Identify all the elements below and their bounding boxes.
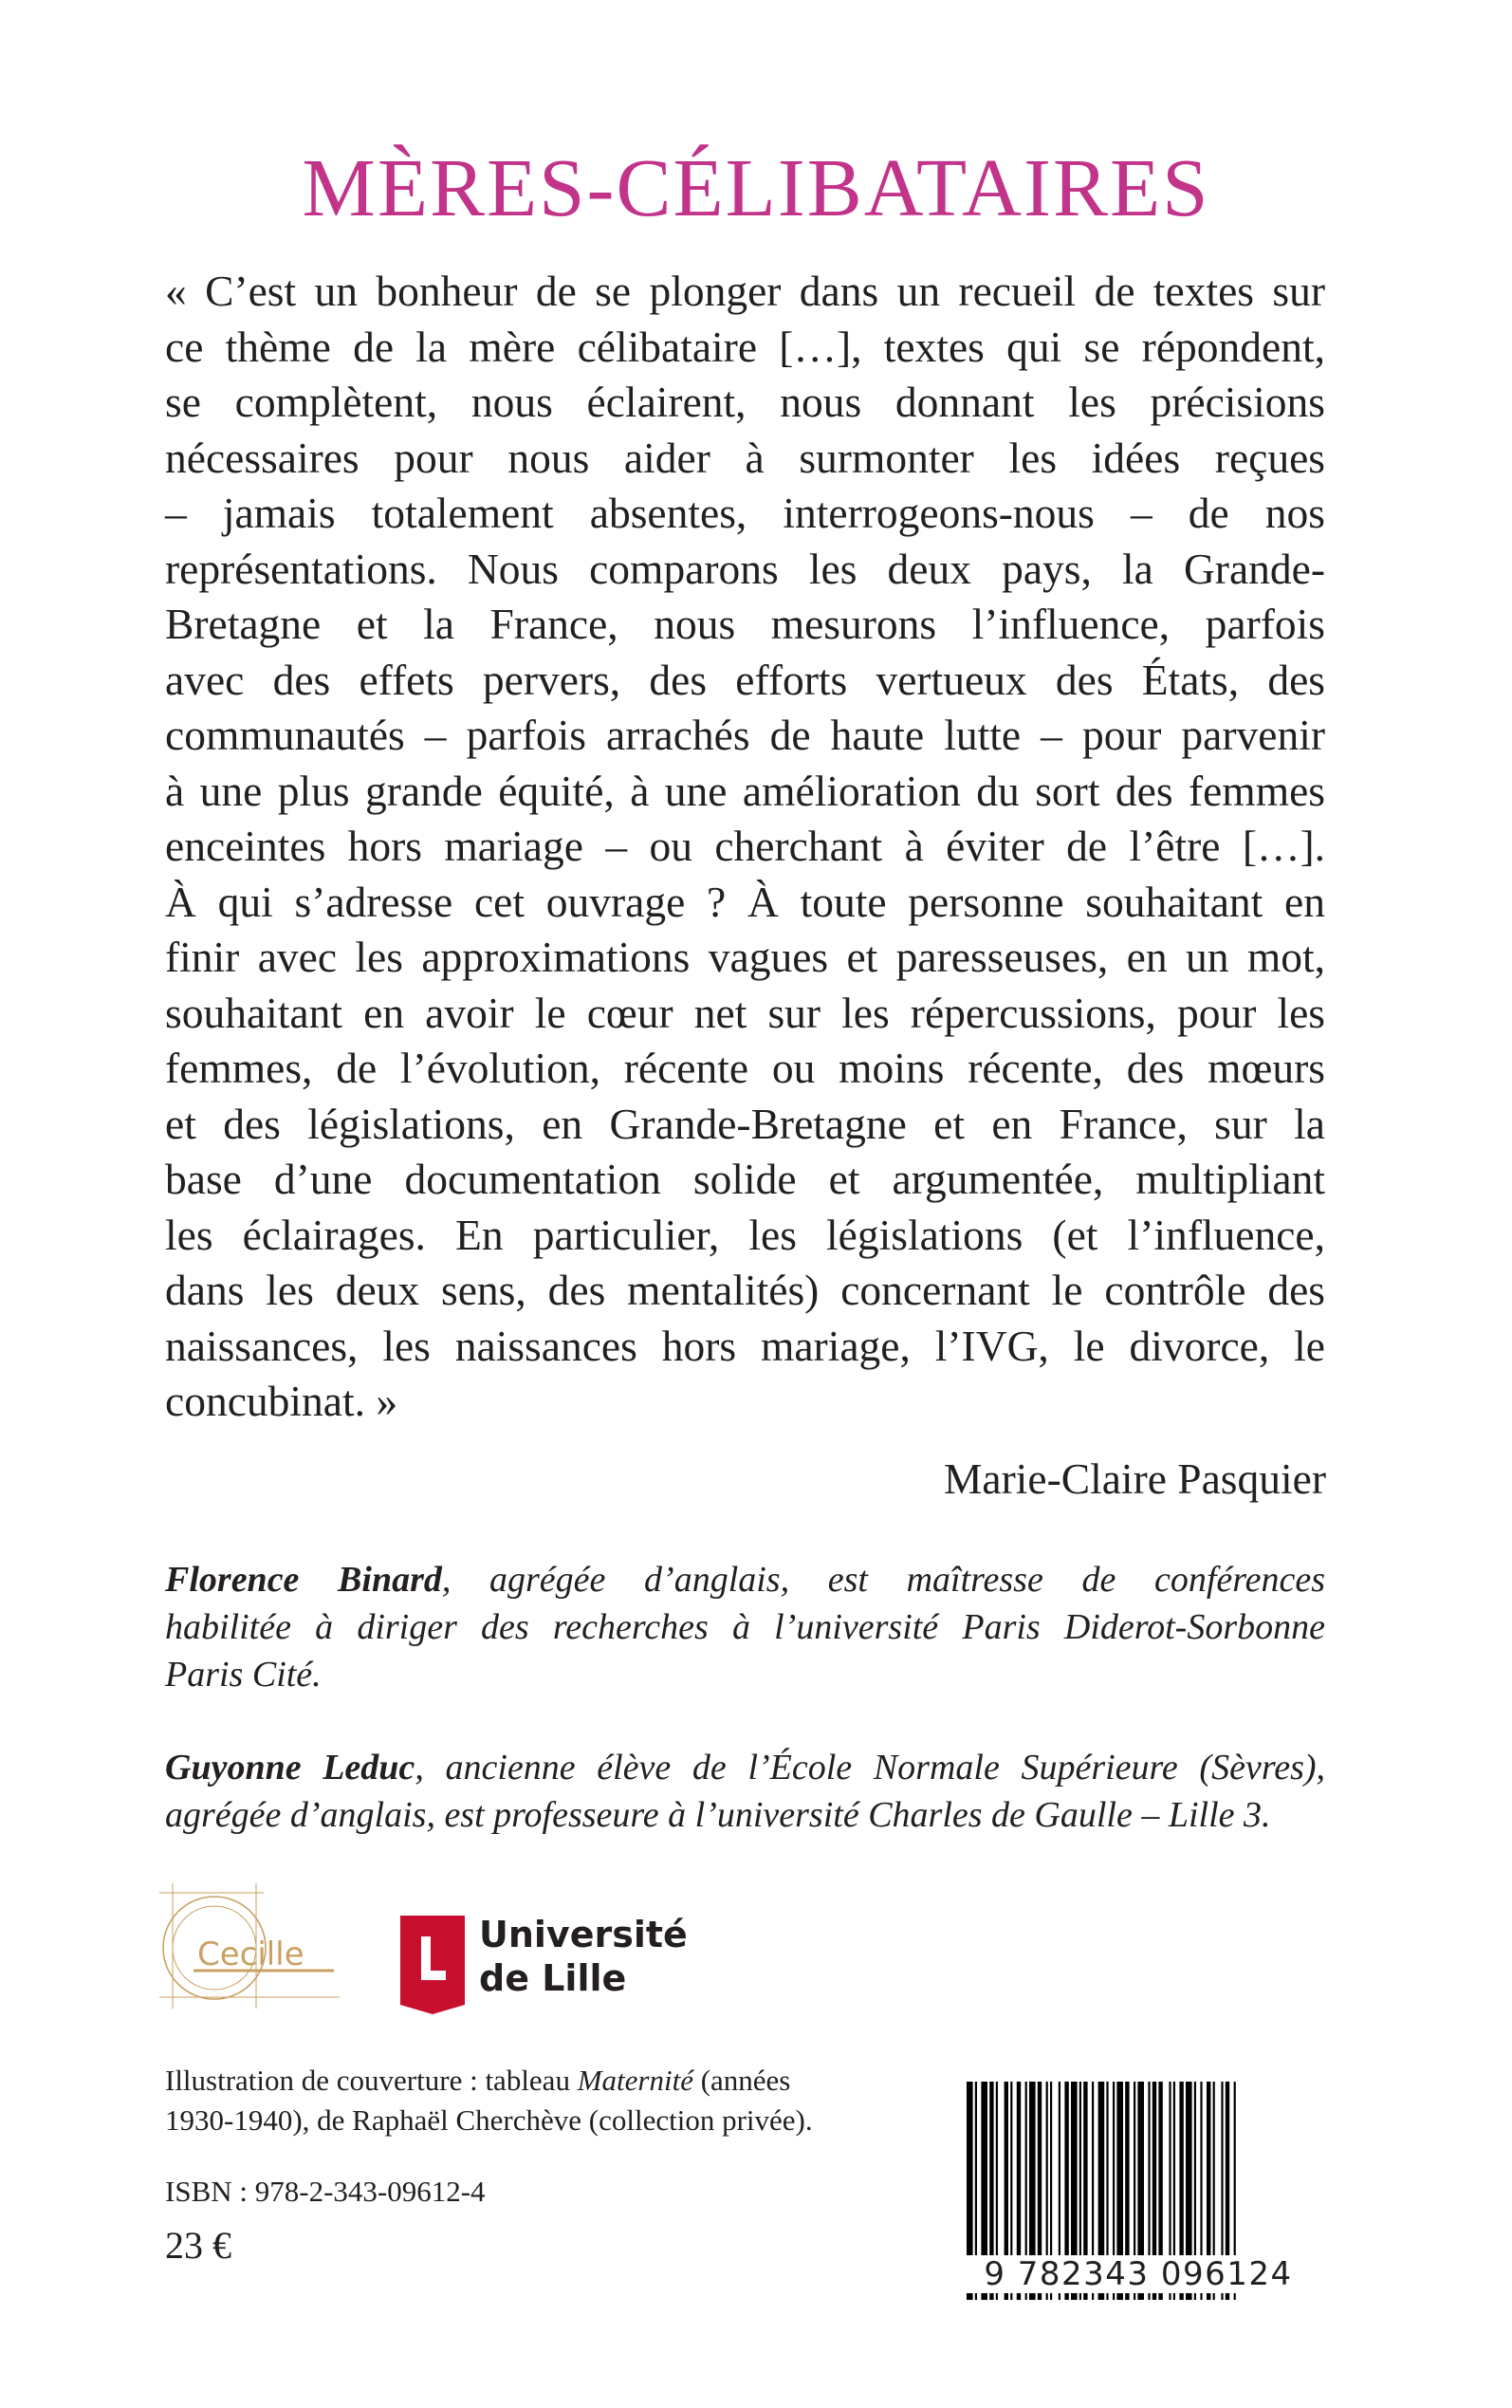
quote-line: base d’une documentation solide et argumentée, multipliant [165, 1155, 1325, 1203]
quote-line: les éclairages. En particulier, les législations (et l’influence, [165, 1210, 1325, 1259]
quote-line: À qui s’adresse cet ouvrage ? À toute personne souhaitant en [165, 877, 1325, 926]
quote-line: – jamais totalement absentes, interrogeons-nous – de nos [165, 489, 1325, 537]
cover-illustration-credit [165, 2061, 886, 2140]
quote-line: avec des effets pervers, des efforts vertueux des États, des [165, 655, 1325, 704]
bio-text: , ancienne élève de l’École Normale Supérieure (Sèvres), [415, 1748, 1326, 1787]
quote-line: souhaitant en avoir le cœur net sur les répercussions, pour les [165, 988, 1325, 1037]
quote-line: Bretagne et la France, nous mesurons l’influence, parfois [165, 600, 1325, 648]
quote-line: femmes, de l’évolution, récente ou moins récente, des mœurs [165, 1044, 1325, 1092]
bio-text: agrégée d’anglais, est professeure à l’université Charles de Gaulle – Lille 3. [165, 1795, 1271, 1835]
quote-line: « C’est un bonheur de se plonger dans un recueil de textes sur [165, 267, 1325, 315]
back-cover-quote [165, 264, 1325, 1430]
author-name: Florence Binard [165, 1560, 442, 1600]
artwork-title: Maternité [577, 2064, 693, 2097]
quote-line: et des législations, en Grande-Bretagne et en France, sur la [165, 1099, 1325, 1148]
quote-line: communautés – parfois arrachés de haute lutte – pour parvenir [165, 711, 1325, 759]
credit-text: Illustration de couverture : tableau [165, 2064, 578, 2097]
quote-line: enceintes hors mariage – ou cherchant à éviter de l’être […]. [165, 822, 1325, 870]
lille-line-2: de Lille [479, 1957, 627, 1999]
author-bio-leduc [165, 1744, 1325, 1839]
cecille-wordmark: Cecille [197, 1936, 304, 1973]
bio-text: habilitée à diriger des recherches à l’université Paris Diderot-Sorbonne [165, 1607, 1325, 1647]
quote-line: finir avec les approximations vagues et paresseuses, en un mot, [165, 933, 1325, 981]
quote-line: ce thème de la mère célibataire […], textes qui se répondent, [165, 322, 1325, 371]
credit-text: 1930-1940), de Raphaël Cherchève (collection privée). [165, 2103, 813, 2137]
author-bio-binard [165, 1556, 1325, 1698]
bio-text: Paris Cité. [165, 1655, 322, 1695]
book-title: MÈRES-CÉLIBATAIRES [302, 141, 1210, 233]
quote-line: nécessaires pour nous aider à surmonter les idées reçues [165, 433, 1325, 482]
universite-de-lille-wordmark [479, 1913, 688, 2000]
cecille-logo [159, 1883, 340, 2009]
author-name: Guyonne Leduc [165, 1748, 415, 1787]
quote-line: se complètent, nous éclairent, nous donnant les précisions [165, 378, 1325, 426]
quote-line: naissances, les naissances hors mariage, l’IVG, le divorce, le [165, 1321, 1325, 1370]
quote-line: dans les deux sens, des mentalités) concernant le contrôle des [165, 1266, 1325, 1314]
bio-text: , agrégée d’anglais, est maîtresse de conférences [441, 1560, 1326, 1600]
quote-line: à une plus grande équité, à une amélioration du sort des femmes [165, 766, 1325, 815]
isbn: ISBN : 978-2-343-09612-4 [165, 2175, 486, 2208]
quote-line: représentations. Nous comparons les deux pays, la Grande- [165, 544, 1325, 593]
quote-line: concubinat. » [165, 1377, 398, 1425]
quote-signature: Marie-Claire Pasquier [943, 1454, 1326, 1503]
credit-text: (années [692, 2064, 791, 2097]
barcode-digits: 9 782343 096124 [963, 2255, 1314, 2293]
price: 23 € [165, 2224, 231, 2267]
lille-line-1: Université [479, 1914, 688, 1955]
